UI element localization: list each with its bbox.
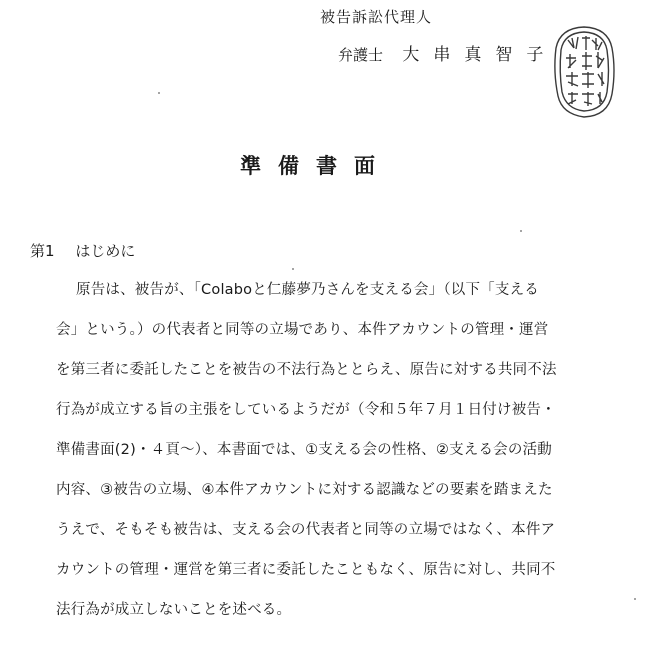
body-line: うえで、そもそも被告は、支える会の代表者と同等の立場ではなく、本件ア [56,522,556,538]
section-heading [30,240,135,261]
section-number: 第1 [30,242,55,260]
body-line: 内容、③被告の立場、④本件アカウントに対する認識などの要素を踏まえた [56,482,553,498]
lawyer-name: 大串真智子 [402,45,558,65]
scan-speck [292,268,294,270]
body-line: 行為が成立する旨の主張をしているようだが（令和５年７月１日付け被告・ [56,402,556,418]
body-line: カウントの管理・運営を第三者に委託したこともなく、原告に対し、共同不 [56,562,556,578]
body-line: 法行為が成立しないことを述べる。 [56,602,292,618]
scan-speck [158,92,160,94]
document-title: 準備書面 [240,154,392,178]
lawyer-title: 弁護士 [338,46,384,64]
lawyer-signature-line [338,40,557,65]
agent-role: 被告訴訟代理人 [320,8,433,26]
scan-speck [634,598,636,600]
body-line: を第三者に委託したことを被告の不法行為ととらえ、原告に対する共同不法 [56,362,557,378]
lawyer-seal [548,22,620,122]
scan-speck [520,230,522,232]
body-line: 準備書面(2)・４頁～）、本書面では、①支える会の性格、②支える会の活動 [56,442,552,458]
body-line: 会」という。）の代表者と同等の立場であり、本件アカウントの管理・運営 [56,322,549,338]
body-line: 原告は、被告が、「Colaboと仁藤夢乃さんを支える会」（以下「支える [76,282,539,298]
section-heading-text: はじめに [75,242,136,260]
